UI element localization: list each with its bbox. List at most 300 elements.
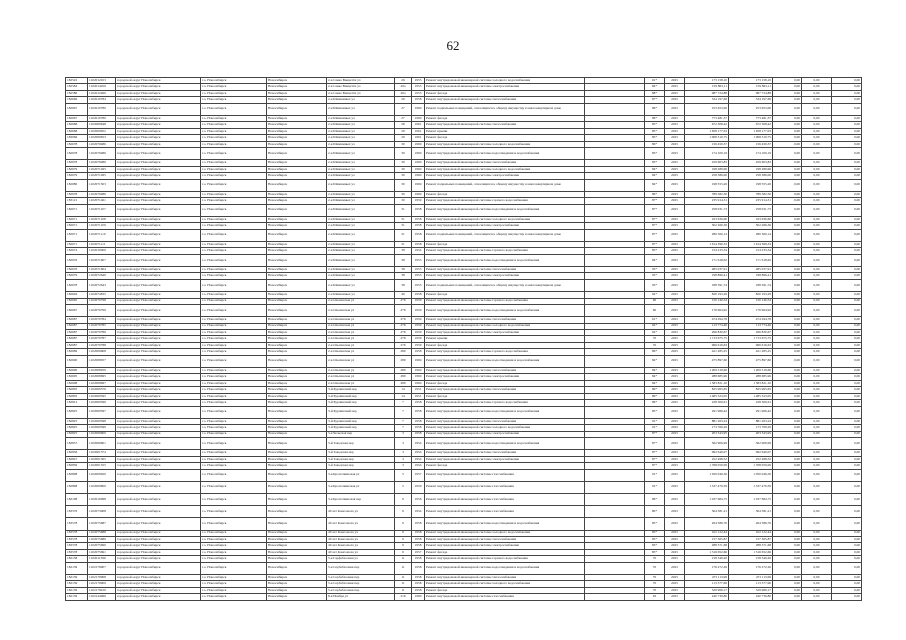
table-cell-k: 60	[645, 298, 665, 304]
table-cell-y1: 2025	[665, 330, 685, 336]
table-cell-house: 7	[395, 400, 412, 406]
table-cell-z1: 0,00	[773, 506, 802, 518]
table-cell-city: г.о. Новосибирск	[201, 431, 267, 437]
table-cell-municipality: городской округ Новосибирск	[116, 463, 201, 469]
table-cell-street: 8-я Ноября ул	[327, 594, 395, 600]
table-cell-settlement: Новосибирск	[267, 493, 327, 505]
table-cell-k: 91*	[645, 469, 665, 481]
table-cell-z3: 0,00	[832, 536, 862, 542]
table-cell-s2: 253 653,00	[729, 103, 773, 115]
table-cell-settlement: Новосибирск	[267, 248, 327, 254]
table-cell-city: г.о. Новосибирск	[201, 463, 267, 469]
table-cell-z3: 0,00	[832, 115, 862, 121]
table-cell-municipality: городской округ Новосибирск	[116, 166, 201, 172]
table-cell-s1: 1 485 323,05	[685, 393, 729, 399]
table-cell-code: 1102010784	[88, 97, 116, 103]
table-cell-city: г.о. Новосибирск	[201, 122, 267, 128]
table-cell-house: 30	[395, 191, 412, 197]
table-cell-work: Ремонт внутридомовой инженерной системы теплоснабжения	[425, 160, 585, 166]
table-cell-s1: 773 481,37	[685, 115, 729, 121]
table-cell-s1: 1 337 470,59	[685, 481, 729, 493]
table-cell-s1: 825 965,65	[685, 387, 729, 393]
table-cell-s2: 1 485 323,05	[729, 393, 773, 399]
table-cell-z2: 0,00	[802, 204, 832, 216]
table-cell-z2: 0,00	[802, 393, 832, 399]
table-cell-city: г.о. Новосибирск	[201, 581, 267, 587]
table-cell-code: 1102070787	[88, 336, 116, 342]
table-cell-house: 38	[395, 279, 412, 291]
table-cell-id: 182139	[66, 574, 88, 580]
table-cell-id: 183578	[66, 536, 88, 542]
table-cell-s1: 485 037,91	[685, 267, 729, 273]
table-cell-city: г.о. Новосибирск	[201, 438, 267, 450]
table-cell-k: 80*	[645, 506, 665, 518]
table-cell-settlement: Новосибирск	[267, 530, 327, 536]
table-cell-code: 1102009596	[88, 400, 116, 406]
table-row	[66, 481, 862, 493]
table-cell-y1: 2025	[665, 216, 685, 222]
table-cell-z3: 0,00	[832, 367, 862, 373]
table-cell-z1: 0,00	[773, 594, 802, 600]
table-cell-id: 182694	[66, 292, 88, 298]
table-cell-z3: 0,00	[832, 594, 862, 600]
table-cell-street: 2-я Шамшиных ул	[327, 204, 395, 216]
table-cell-s1: 188 391,74	[685, 279, 729, 291]
table-cell-municipality: городской округ Новосибирск	[116, 90, 201, 96]
table-cell-city: г.о. Новосибирск	[201, 469, 267, 481]
table-cell-k: 87*	[645, 438, 665, 450]
table-cell-city: г.о. Новосибирск	[201, 229, 267, 241]
table-cell-code: 1102010780	[88, 115, 116, 121]
table-cell-k: 87*	[645, 198, 665, 204]
table-cell-municipality: городской округ Новосибирск	[116, 562, 201, 574]
table-cell-z3: 0,00	[832, 141, 862, 147]
table-cell-empty	[585, 562, 645, 574]
table-cell-z2: 0,00	[802, 469, 832, 481]
table-cell-work: Ремонт внутридомовой инженерной системы газоснабжения	[425, 594, 585, 600]
table-cell-s2: 198 555,26	[729, 179, 773, 191]
table-cell-s2: 475 897,60	[729, 355, 773, 367]
table-cell-empty	[585, 304, 645, 316]
table-cell-work: Ремонт фасада	[425, 393, 585, 399]
table-cell-z3: 0,00	[832, 400, 862, 406]
table-cell-s1: 258 386,00	[685, 173, 729, 179]
table-cell-y1: 2025	[665, 581, 685, 587]
table-cell-settlement: Новосибирск	[267, 103, 327, 115]
table-cell-s2: 163 636,60	[729, 216, 773, 222]
table-cell-z3: 0,00	[832, 456, 862, 462]
table-cell-code: 1102071503	[88, 179, 116, 191]
table-cell-year: 1958	[412, 406, 425, 418]
table-cell-house: 5	[395, 469, 412, 481]
table-row	[66, 179, 862, 191]
table-cell-id: 182674	[66, 248, 88, 254]
table-cell-z1: 0,00	[773, 241, 802, 247]
table-cell-y1: 2025	[665, 387, 685, 393]
table-cell-s1: 1 050 046,56	[685, 469, 729, 481]
table-cell-year: 1960	[412, 160, 425, 166]
table-cell-k: 83*	[645, 536, 665, 542]
table-cell-work: Ремонт внутридомовой инженерной системы электроснабжения	[425, 173, 585, 179]
table-cell-k: 93*	[645, 267, 665, 273]
table-cell-year: 1960	[412, 191, 425, 197]
table-cell-code: 1102011396	[88, 556, 116, 562]
table-cell-z1: 0,00	[773, 317, 802, 323]
table-cell-s1: 258 031,73	[685, 204, 729, 216]
table-cell-year: 1958	[412, 204, 425, 216]
table-cell-year: 1960	[412, 380, 425, 386]
table-cell-z1: 0,00	[773, 425, 802, 431]
table-cell-year: 1958	[412, 97, 425, 103]
table-cell-house: 11	[395, 574, 412, 580]
table-cell-code: 1102070784	[88, 317, 116, 323]
table-cell-code: 1102070786	[88, 330, 116, 336]
table-cell-settlement: Новосибирск	[267, 298, 327, 304]
table-cell-s2: 992 649,07	[729, 450, 773, 456]
table-cell-z1: 0,00	[773, 78, 802, 84]
table-cell-k: 83*	[645, 530, 665, 536]
table-cell-s1: 198 555,26	[685, 179, 729, 191]
table-cell-k: 84*	[645, 367, 665, 373]
table-cell-z1: 0,00	[773, 581, 802, 587]
table-cell-settlement: Новосибирск	[267, 267, 327, 273]
table-cell-year: 1958	[412, 216, 425, 222]
table-cell-z2: 0,00	[802, 367, 832, 373]
table-cell-year: 1954	[412, 456, 425, 462]
table-cell-municipality: городской округ Новосибирск	[116, 141, 201, 147]
table-cell-k: 91*	[645, 418, 665, 424]
table-cell-z1: 0,00	[773, 456, 802, 462]
table-cell-code: 1102072643	[88, 279, 116, 291]
table-cell-k: 84*	[645, 355, 665, 367]
table-cell-s1: 1 209 319,60	[685, 367, 729, 373]
table-cell-house: 30	[395, 141, 412, 147]
table-cell-z1: 0,00	[773, 173, 802, 179]
table-cell-municipality: городской округ Новосибирск	[116, 173, 201, 179]
table-cell-y1: 2025	[665, 166, 685, 172]
table-cell-code: 1102071461	[88, 198, 116, 204]
table-cell-y1: 2025	[665, 128, 685, 134]
table-cell-id: 182679	[66, 173, 88, 179]
table-cell-k: 87*	[645, 450, 665, 456]
table-cell-city: г.о. Новосибирск	[201, 393, 267, 399]
table-cell-code: 1102010006	[88, 248, 116, 254]
table-cell-street: 5-я Гарфаблочная ул	[327, 556, 395, 562]
table-cell-code: 1102071607	[88, 254, 116, 266]
table-cell-city: г.о. Новосибирск	[201, 279, 267, 291]
table-cell-city: г.о. Новосибирск	[201, 317, 267, 323]
table-cell-house: 276	[395, 336, 412, 342]
table-cell-s2: 258 031,73	[729, 204, 773, 216]
table-cell-s1: 820 193,29	[685, 292, 729, 298]
table-cell-settlement: Новосибирск	[267, 562, 327, 574]
table-cell-city: г.о. Новосибирск	[201, 349, 267, 355]
table-cell-z1: 0,00	[773, 179, 802, 191]
table-cell-s2: 154 233,34	[729, 248, 773, 254]
table-cell-city: г.о. Новосибирск	[201, 248, 267, 254]
table-cell-s1: 881 263,24	[685, 418, 729, 424]
table-cell-z2: 0,00	[802, 135, 832, 141]
table-cell-year: 1958	[412, 229, 425, 241]
table-cell-s1: 266 830,67	[685, 330, 729, 336]
table-cell-z1: 0,00	[773, 336, 802, 342]
table-cell-z3: 0,00	[832, 191, 862, 197]
table-cell-id: 182678	[66, 191, 88, 197]
table-cell-settlement: Новосибирск	[267, 330, 327, 336]
table-cell-z2: 0,00	[802, 304, 832, 316]
table-cell-z2: 0,00	[802, 90, 832, 96]
table-cell-settlement: Новосибирск	[267, 549, 327, 555]
table-cell-k: 87*	[645, 204, 665, 216]
table-cell-z3: 0,00	[832, 179, 862, 191]
table-cell-s1: 113 377,96	[685, 581, 729, 587]
table-cell-z1: 0,00	[773, 349, 802, 355]
table-cell-house: 11	[395, 556, 412, 562]
table-cell-id: 182678	[66, 141, 88, 147]
table-cell-year: 1955	[412, 84, 425, 90]
table-cell-work: Ремонт внутридомовой инженерной системы теплоснабжения	[425, 536, 585, 542]
table-cell-k: 62*	[645, 323, 665, 329]
table-cell-k: 87*	[645, 456, 665, 462]
table-cell-z2: 0,00	[802, 241, 832, 247]
table-cell-year: 1955	[412, 78, 425, 84]
table-cell-y1: 2025	[665, 84, 685, 90]
table-cell-year: 1958	[412, 518, 425, 530]
table-cell-z2: 0,00	[802, 248, 832, 254]
table-cell-s2: 529 966,17	[729, 587, 773, 593]
table-cell-house: 9	[395, 518, 412, 530]
table-cell-k: 86*	[645, 191, 665, 197]
table-cell-z1: 0,00	[773, 481, 802, 493]
table-cell-z1: 0,00	[773, 160, 802, 166]
table-cell-work: Ремонт фасада	[425, 549, 585, 555]
table-cell-year: 1961	[412, 122, 425, 128]
table-cell-code: 1102179908	[88, 574, 116, 580]
table-cell-year: 1958	[412, 425, 425, 431]
table-cell-y1: 2025	[665, 574, 685, 580]
table-cell-year: 1959	[412, 330, 425, 336]
table-cell-s2: 258 386,00	[729, 173, 773, 179]
table-cell-work: Ремонт фасада	[425, 292, 585, 298]
table-cell-s2: 672 308,42	[729, 122, 773, 128]
table-cell-z1: 0,00	[773, 204, 802, 216]
table-cell-work: Ремонт внутридомовой инженерной системы электроснабжения	[425, 543, 585, 549]
table-cell-k: 86*	[645, 115, 665, 121]
table-cell-code: 1102071111	[88, 241, 116, 247]
table-cell-city: г.о. Новосибирск	[201, 336, 267, 342]
table-cell-z2: 0,00	[802, 141, 832, 147]
table-cell-work: Ремонт подвальных помещений, относящихся к общему имуществу в многоквартирном доме	[425, 279, 585, 291]
table-cell-z2: 0,00	[802, 506, 832, 518]
table-cell-s2: 176 272,26	[729, 562, 773, 574]
table-cell-street: 2-я Шамшиных ул	[327, 141, 395, 147]
table-cell-city: г.о. Новосибирск	[201, 84, 267, 90]
table-cell-z2: 0,00	[802, 380, 832, 386]
table-cell-z1: 0,00	[773, 431, 802, 437]
table-cell-code: 1102009601	[88, 438, 116, 450]
table-cell-z3: 0,00	[832, 330, 862, 336]
table-cell-y1: 2025	[665, 393, 685, 399]
table-cell-street: 40 лет Комсомола ул	[327, 549, 395, 555]
table-row	[66, 469, 862, 481]
table-cell-municipality: городской округ Новосибирск	[116, 148, 201, 160]
table-cell-year: 1960	[412, 103, 425, 115]
table-cell-s2: 113 377,96	[729, 581, 773, 587]
table-cell-work: Ремонт внутридомовой инженерной системы теплоснабжения	[425, 574, 585, 580]
table-cell-id: 182676	[66, 267, 88, 273]
table-cell-s2: 198 289,96	[729, 166, 773, 172]
table-cell-z2: 0,00	[802, 198, 832, 204]
table-cell-street: 2-я Шамшиных ул	[327, 267, 395, 273]
table-cell-z2: 0,00	[802, 387, 832, 393]
table-cell-y1: 2025	[665, 317, 685, 323]
table-cell-s2: 773 481,37	[729, 115, 773, 121]
table-cell-k: 89*	[645, 393, 665, 399]
table-cell-z2: 0,00	[802, 103, 832, 115]
table-cell-work: Ремонт внутридомовой инженерной системы горячего водоснабжения	[425, 556, 585, 562]
table-cell-id: 182825	[66, 406, 88, 418]
table-cell-year: 1960	[412, 173, 425, 179]
table-cell-id: 183066	[66, 135, 88, 141]
table-cell-settlement: Новосибирск	[267, 292, 327, 298]
table-cell-year: 1961	[412, 128, 425, 134]
table-cell-work: Ремонт внутридомовой инженерной системы водоотведения и водоснабжения	[425, 438, 585, 450]
table-cell-k: 70	[645, 556, 665, 562]
table-cell-z3: 0,00	[832, 349, 862, 355]
table-cell-s1: 176 964,92	[685, 304, 729, 316]
table-cell-k: 87*	[645, 431, 665, 437]
table-cell-s2: 789 582,50	[729, 191, 773, 197]
table-cell-work: Ремонт фасада	[425, 380, 585, 386]
table-cell-y1: 2025	[665, 103, 685, 115]
table-cell-municipality: городской округ Новосибирск	[116, 273, 201, 279]
table-cell-k: 86*	[645, 400, 665, 406]
table-cell-street: 2-я Ольгинская ул	[327, 304, 395, 316]
table-cell-settlement: Новосибирск	[267, 317, 327, 323]
table-cell-city: г.о. Новосибирск	[201, 543, 267, 549]
table-cell-settlement: Новосибирск	[267, 418, 327, 424]
table-cell-settlement: Новосибирск	[267, 304, 327, 316]
table-cell-code: 1102009648	[88, 122, 116, 128]
table-cell-s1: 288 371,68	[685, 543, 729, 549]
table-cell-y1: 2025	[665, 254, 685, 266]
table-cell-z3: 0,00	[832, 198, 862, 204]
table-cell-s1: 252 498,52	[685, 456, 729, 462]
table-cell-street: 5-я Сербаблочная пер	[327, 581, 395, 587]
table-cell-s2: 1 008 310,75	[729, 135, 773, 141]
table-cell-code: 1102009600	[88, 481, 116, 493]
table-cell-street: 2-я Ольгинская ул	[327, 330, 395, 336]
table-cell-work: Ремонт внутридомовой инженерной системы теплоснабжения	[425, 367, 585, 373]
table-cell-house: 30	[395, 179, 412, 191]
table-cell-z3: 0,00	[832, 279, 862, 291]
table-cell-z2: 0,00	[802, 518, 832, 530]
table-cell-settlement: Новосибирск	[267, 367, 327, 373]
table-cell-street: 2-я Шамшиных ул	[327, 160, 395, 166]
table-cell-s2: 113 774,46	[729, 323, 773, 329]
table-cell-id: 182825	[66, 431, 88, 437]
table-cell-y1: 2025	[665, 267, 685, 273]
table-cell-year: 1958	[412, 223, 425, 229]
table-cell-municipality: городской округ Новосибирск	[116, 115, 201, 121]
table-cell-z2: 0,00	[802, 456, 832, 462]
table-cell-k: 91*	[645, 425, 665, 431]
table-cell-house: 280	[395, 374, 412, 380]
table-cell-z3: 0,00	[832, 543, 862, 549]
table-cell-y1: 2025	[665, 304, 685, 316]
table-cell-empty	[585, 438, 645, 450]
table-cell-city: г.о. Новосибирск	[201, 450, 267, 456]
table-row	[66, 103, 862, 115]
table-cell-z3: 0,00	[832, 103, 862, 115]
table-cell-s1: 171 618,62	[685, 254, 729, 266]
table-cell-street: 40 лет Комсомола ул	[327, 530, 395, 536]
table-cell-year: 1954	[412, 506, 425, 518]
table-cell-code: 1102009620	[88, 469, 116, 481]
table-cell-id: 182586	[66, 90, 88, 96]
table-cell-id: 182138	[66, 556, 88, 562]
table-cell-z2: 0,00	[802, 78, 832, 84]
table-cell-z3: 0,00	[832, 481, 862, 493]
table-cell-municipality: городской округ Новосибирск	[116, 536, 201, 542]
table-cell-s2: 1 583 821,10	[729, 380, 773, 386]
table-cell-y1: 2025	[665, 549, 685, 555]
table-cell-work: Ремонт фасада	[425, 135, 585, 141]
table-cell-y1: 2025	[665, 469, 685, 481]
table-cell-street: 2-я Шамшиных ул	[327, 103, 395, 115]
table-cell-municipality: городской округ Новосибирск	[116, 574, 201, 580]
table-cell-house: 216	[395, 594, 412, 600]
table-cell-house: 3	[395, 431, 412, 437]
table-cell-code: 1102001374	[88, 450, 116, 456]
table-cell-id: 182859	[66, 463, 88, 469]
table-cell-street: 5-я Сербаблочная пер	[327, 574, 395, 580]
table-cell-code: 1102071107	[88, 204, 116, 216]
table-cell-work: Ремонт фасада	[425, 115, 585, 121]
table-cell-z2: 0,00	[802, 556, 832, 562]
table-cell-municipality: городской округ Новосибирск	[116, 400, 201, 406]
table-cell-y1: 2025	[665, 355, 685, 367]
table-cell-id: 182678	[66, 160, 88, 166]
table-cell-city: г.о. Новосибирск	[201, 374, 267, 380]
table-cell-municipality: городской округ Новосибирск	[116, 367, 201, 373]
table-cell-s2: 502 266,36	[729, 223, 773, 229]
table-cell-k: 91*	[645, 481, 665, 493]
table-cell-id: 183578	[66, 530, 88, 536]
table-cell-z1: 0,00	[773, 587, 802, 593]
table-cell-settlement: Новосибирск	[267, 536, 327, 542]
table-cell-y1: 2025	[665, 248, 685, 254]
table-cell-work: Ремонт внутридомовой инженерной системы теплоснабжения	[425, 450, 585, 456]
table-cell-street: 2-я Сакко Ванцетти ул	[327, 90, 395, 96]
table-cell-house: 280	[395, 355, 412, 367]
table-cell-city: г.о. Новосибирск	[201, 481, 267, 493]
table-cell-municipality: городской округ Новосибирск	[116, 191, 201, 197]
table-cell-y1: 2025	[665, 406, 685, 418]
table-cell-year: 1958	[412, 536, 425, 542]
table-cell-street: 3-й Бурлинский пер	[327, 406, 395, 418]
table-cell-city: г.о. Новосибирск	[201, 166, 267, 172]
table-cell-z2: 0,00	[802, 97, 832, 103]
table-cell-z3: 0,00	[832, 273, 862, 279]
table-cell-z3: 0,00	[832, 254, 862, 266]
table-cell-code: 1102075690	[88, 543, 116, 549]
table-cell-settlement: Новосибирск	[267, 400, 327, 406]
table-cell-city: г.о. Новосибирск	[201, 160, 267, 166]
table-cell-year: 1954	[412, 438, 425, 450]
table-cell-work: Ремонт внутридомовой инженерной системы холодного водоснабжения	[425, 78, 585, 84]
table-cell-z1: 0,00	[773, 463, 802, 469]
